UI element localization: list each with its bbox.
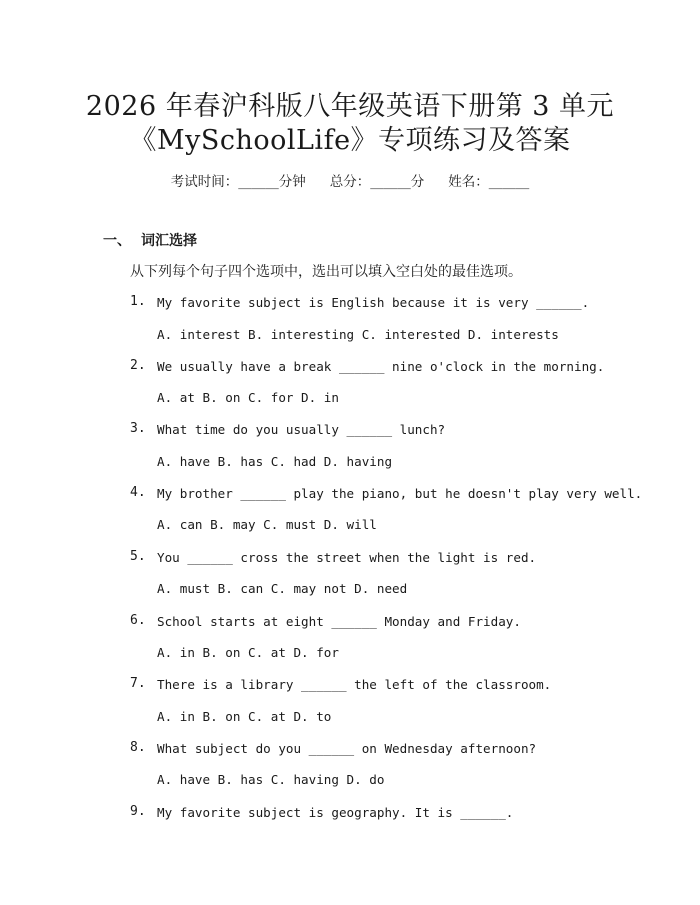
total-score-field: 总分：______分 (329, 174, 425, 190)
question-options: A. in B. on C. at D. to (157, 709, 332, 724)
exam-time-field: 考试时间：______分钟 (170, 174, 306, 190)
question-number: 6. (130, 613, 146, 628)
question-text: My brother ______ play the piano, but he doesn't play very well. (157, 486, 643, 501)
question-text: What subject do you ______ on Wednesday afternoon? (157, 741, 537, 756)
question-text: School starts at eight ______ Monday and Friday. (157, 614, 521, 629)
question-number: 4. (130, 485, 146, 500)
question-options: A. at B. on C. for D. in (157, 390, 339, 405)
question-text: You ______ cross the street when the light is red. (157, 550, 537, 565)
exam-meta (0, 170, 700, 190)
section-title: 词汇选择 (141, 233, 197, 249)
question-number: 1. (130, 294, 146, 309)
page-title-line-2: 《MySchoolLife》专项练习及答案 (129, 125, 571, 156)
student-name-field: 姓名：______ (448, 174, 530, 190)
question-number: 3. (130, 421, 146, 436)
section-instruction: 从下列每个句子四个选项中，选出可以填入空白处的最佳选项。 (130, 264, 522, 280)
question-number: 5. (130, 549, 146, 564)
question-number: 8. (130, 740, 146, 755)
question-text: My favorite subject is geography. It is ______. (157, 805, 514, 820)
question-options: A. must B. can C. may not D. need (157, 581, 408, 596)
question-options: A. have B. has C. had D. having (157, 454, 393, 469)
question-options: A. interest B. interesting C. interested D. interests (157, 327, 559, 342)
page-title-line-1: 2026 年春沪科版八年级英语下册第 3 单元 (85, 91, 615, 122)
question-number: 2. (130, 358, 146, 373)
section-number: 一、 (103, 233, 131, 249)
question-text: What time do you usually ______ lunch? (157, 422, 446, 437)
question-options: A. can B. may C. must D. will (157, 517, 377, 532)
question-text: We usually have a break ______ nine o'clock in the morning. (157, 359, 605, 374)
question-text: There is a library ______ the left of the classroom. (157, 677, 552, 692)
question-text: My favorite subject is English because it is very ______. (157, 295, 590, 310)
question-number: 9. (130, 804, 146, 819)
question-options: A. in B. on C. at D. for (157, 645, 339, 660)
question-options: A. have B. has C. having D. do (157, 772, 385, 787)
question-number: 7. (130, 676, 146, 691)
